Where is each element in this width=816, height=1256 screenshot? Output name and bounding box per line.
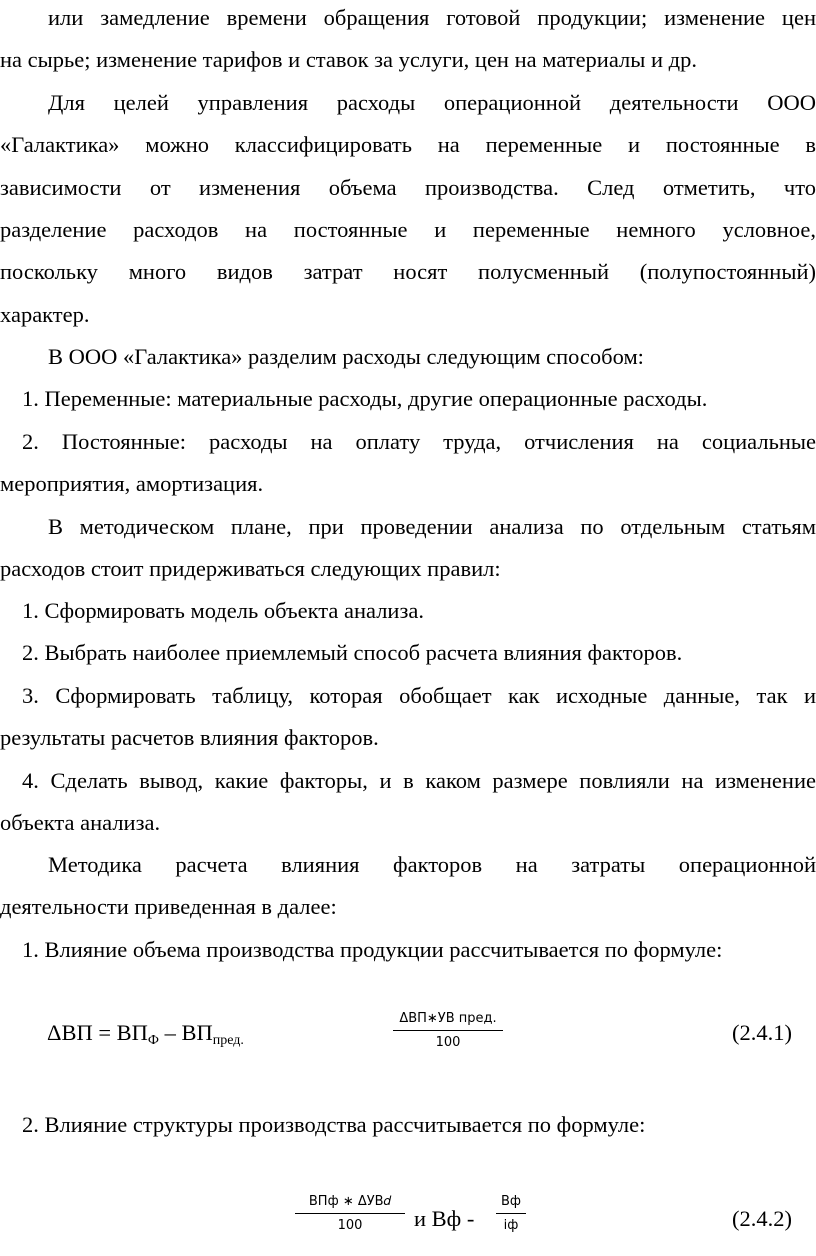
formula-1-lhs-text: ΔВП = ВП (47, 1020, 148, 1045)
paragraph-3-line-1: В ООО «Галактика» разделим расходы следующим способом: (48, 344, 644, 369)
list-item-2-line-1: 2. Постоянные: расходы на оплату труда, отчисления на социальные (22, 429, 816, 454)
paragraph-2-line-5: поскольку много видов затрат носят полусменный (полупостоянный) (0, 259, 816, 284)
paragraph-5-line-1: Методика расчета влияния факторов на затраты операционной (48, 852, 816, 877)
paragraph-4-line-2: расходов стоит придерживаться следующих правил: (0, 556, 501, 581)
formula-1-number: (2.4.1) (732, 1020, 792, 1045)
list-item-1: 1. Переменные: материальные расходы, другие операционные расходы. (22, 386, 708, 411)
rule-3-line-2: результаты расчетов влияния факторов. (0, 725, 379, 750)
formula-2-denominator-1: 100 (337, 1218, 363, 1233)
rule-3-line-1: 3. Сформировать таблицу, которая обобщает как исходные данные, так и (22, 683, 816, 708)
list-item-2-line-2: мероприятия, амортизация. (0, 471, 264, 496)
rule-2: 2. Выбрать наиболее приемлемый способ расчета влияния факторов. (22, 640, 683, 665)
formula-2-numerator-1: ВПф ∗ ΔУВ𝑑 (295, 1194, 405, 1214)
paragraph-2-line-6: характер. (0, 302, 90, 327)
formula-1-fraction (393, 1011, 503, 1051)
paragraph-2-line-2: «Галактика» можно классифицировать на переменные и постоянные в (0, 132, 816, 157)
paragraph-1-line-2: на сырье; изменение тарифов и ставок за услуги, цен на материалы и др. (0, 47, 697, 72)
formula-2-fraction-1 (295, 1194, 405, 1234)
paragraph-1-line-1: или замедление времени обращения готовой продукции; изменение цен (48, 5, 816, 30)
method-2: 2. Влияние структуры производства рассчитывается по формуле: (22, 1112, 646, 1137)
formula-1-denominator: 100 (435, 1035, 461, 1050)
formula-2-numerator-2: Вф (496, 1194, 526, 1214)
formula-1-minus: – ВП (158, 1020, 213, 1045)
formula-2-number: (2.4.2) (732, 1206, 792, 1231)
formula-2-denominator-2: іф (503, 1218, 519, 1233)
method-1: 1. Влияние объема производства продукции рассчитывается по формуле: (22, 937, 723, 962)
formula-1-lhs (47, 1019, 244, 1055)
formula-1-sub-f: Ф (147, 1033, 159, 1048)
paragraph-5-line-2: деятельности приведенная в далее: (0, 894, 337, 919)
rule-4-line-1: 4. Сделать вывод, какие факторы, и в каком размере повлияли на изменение (22, 768, 816, 793)
formula-1-numerator: ΔВП∗УВ пред. (393, 1011, 503, 1031)
paragraph-2-line-4: разделение расходов на постоянные и переменные немного условное, (0, 217, 816, 242)
formula-2-fraction-2 (496, 1194, 526, 1234)
paragraph-2-line-3: зависимости от изменения объема производства. След отметить, что (0, 175, 816, 200)
rule-1: 1. Сформировать модель объекта анализа. (22, 598, 424, 623)
formula-1-sub-pred: пред. (212, 1033, 244, 1048)
paragraph-4-line-1: В методическом плане, при проведении анализа по отдельным статьям (48, 514, 816, 539)
paragraph-2-line-1: Для целей управления расходы операционной деятельности ООО (48, 90, 816, 115)
rule-4-line-2: объекта анализа. (0, 810, 161, 835)
formula-2-middle: и Вф - (414, 1206, 475, 1231)
